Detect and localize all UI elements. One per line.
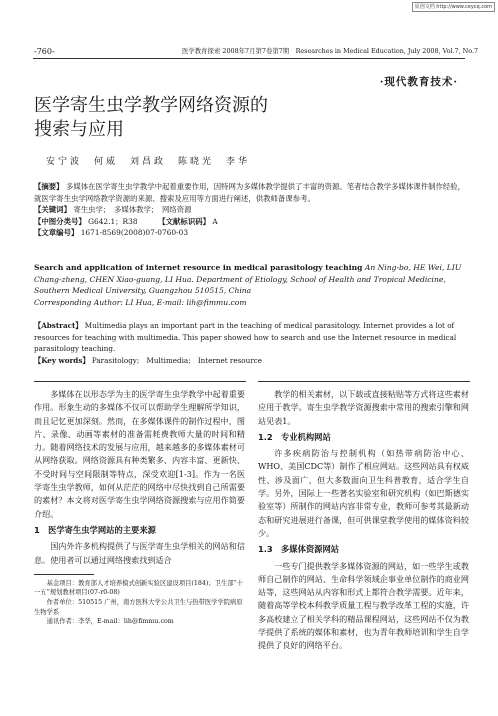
keywords-en — [34, 355, 464, 367]
article-id-line — [34, 227, 466, 239]
abstract-label: 【摘要】 — [34, 182, 64, 191]
section-tag: ·现代教育技术· — [379, 76, 458, 88]
keywords-en-text: Parasitology; Multimedia; Internet resource — [91, 355, 262, 365]
abstract-cn — [34, 181, 466, 239]
article-id-value: 1671-8569(2008)07-0760-03 — [80, 228, 189, 238]
footnote-affiliation: 作者单位：510515 广州，南方医科大学公共卫生与热带医学学院病原生物学系 — [34, 599, 243, 616]
doc-code-label: 【文献标识码】 — [158, 216, 210, 226]
section-heading-1: 1 医学寄生虫学网站的主要来源 — [34, 524, 156, 535]
corresponding-author: Corresponding Author: LI Hua, E-mail: lih@fimmu.com — [34, 297, 247, 307]
keywords-text: 寄生虫学； 多媒体教学； 网络资源 — [73, 205, 192, 215]
english-affiliation: Department of Etiology, School of Health and Tropical Medicine, Southern Medical University, Guangzhou 510515, China — [34, 274, 446, 296]
footnote-rule — [34, 574, 94, 575]
article-title-cn — [34, 94, 268, 142]
title-line-1: 医学寄生虫学教学网络资源的 — [34, 95, 268, 116]
watermark-label: 原创文档 http://www.ceycq.com — [412, 2, 495, 12]
abstract-cn-paragraph — [34, 181, 466, 204]
keywords-cn — [34, 204, 466, 216]
english-authors: An Ning-bo, HE Wei, LIU Chang-zheng, CHEN Xiao-guang, LI Hua. — [34, 263, 462, 284]
header-rule — [33, 58, 465, 59]
abstract-en-paragraph — [34, 320, 464, 355]
section-1-2-paragraph: 许多疾病防治与控制机构（如热带病防治中心、WHO、美国CDC等）制作了相应网站。这些网站具有权威性、涉及面广，但大多数面向卫生科普教育，适合学生自学。另外，国际上一些著名实验室和研究机构（如巴斯德实验室等）所制作的网站内容非常专业，教师可参考其最新动态和研究进展进行备课，但可供课堂教学使用的媒体资料较少。 — [258, 448, 469, 538]
abstract-en-text: Multimedia plays an important part in the teaching of medical parasitology. Internet provides a lot of resources for teaching with multimedia. This paper showed how to search and use the Internet resource in medical parasitology teaching. — [34, 321, 457, 354]
article-id-label: 【文章编号】 — [34, 228, 79, 238]
clc-label: 【中图分类号】 — [34, 216, 86, 226]
title-line-2: 搜索与应用 — [34, 119, 124, 140]
section-1-paragraph: 国内外许多机构提供了与医学寄生虫学相关的网站和信息。使用者可以通过网络搜索找到适合 — [34, 541, 245, 565]
abstract-text: 多媒体在医学寄生虫学教学中起着重要作用，因特网为多媒体教学提供了丰富的资源。笔者结合教学多媒体课件制作经验，就医学寄生虫学网络教学资源的来源、搜索及应用等方面进行阐述，供教师备课参考。 — [34, 182, 466, 203]
footnote-contact: 通讯作者：李华，E-mail：lih@fimmu.com — [46, 618, 174, 626]
section-1-continued: 教学的相关素材，以下载或直接粘贴等方式将这些素材应用于教学。寄生虫学教学资源搜索中常用的搜索引擎和网站见表1。 — [258, 389, 469, 426]
english-title-block — [34, 262, 466, 308]
left-column-rule — [34, 381, 246, 382]
clc-value: G642.1；R38 — [88, 216, 138, 226]
abstract-en-label: 【Abstract】 — [34, 321, 83, 330]
intro-paragraph: 多媒体在以形态学为主的医学寄生虫学教学中起着重要作用。形象生动的多媒体不仅可以帮助学生理解所学知识，而且记忆更加深刻。然而，在多媒体课件的制作过程中，图片、录像、动画等素材的准备需耗费教师大量的时间和精力。随着网络技术的发展与应用，越来越多的多媒体素材可从网络获取。网络资源具有种类繁多、内容丰富、更新快、不受时间与空间限制等特点，深受欢迎[1-3]。作为一名医学寄生虫学教师，如何从茫茫的网络中尽快找到自己所需要的素材？本文将对医学寄生虫学网络资源搜索与应用作简要介绍。 — [34, 389, 245, 519]
authors-cn: 安宁波 何威 刘昌政 陈晓光 李华 — [46, 157, 251, 167]
right-column-rule — [258, 381, 470, 382]
running-head: 医学教育探索 2008年7月第7卷第7期 Researches in Medical Education, July 2008, Vol.7, No.7 — [182, 47, 479, 55]
page-number: -760- — [34, 47, 55, 56]
abstract-en — [34, 320, 464, 366]
section-heading-1-3: 1.3 多媒体资源网站 — [258, 544, 340, 555]
footnote-fund: 基金项目：教育部人才培养模式创新实验区建设项目(184)；卫生部“十一五”规划教材项目(07-r0-08) — [34, 579, 244, 597]
right-column — [258, 388, 469, 653]
english-title: Search and application of internet resource in medical parasitology teaching — [34, 263, 363, 272]
keywords-label: 【关键词】 — [34, 205, 71, 215]
keywords-en-label: 【Key words】 — [34, 355, 90, 365]
section-heading-1-2: 1.2 专业机构网站 — [258, 431, 331, 442]
left-column — [34, 388, 245, 627]
doc-code-value: A — [212, 216, 218, 226]
classification-line — [34, 216, 466, 228]
section-1-3-paragraph: 一些专门提供教学多媒体资源的网站，如一些学生或教师自己制作的网站、生命科学领域企事业单位制作的商业网站等，这些网站从内容和形式上都符合教学需要。近年来，随着高等学校本科教学质量工程与教学改革工程的实施，许多高校建立了相关学科的精品课程网站，这些网站不仅为教学提供了系统的媒体和素材，也为青年教师培训和学生自学提供了良好的网络平台。 — [258, 560, 469, 651]
